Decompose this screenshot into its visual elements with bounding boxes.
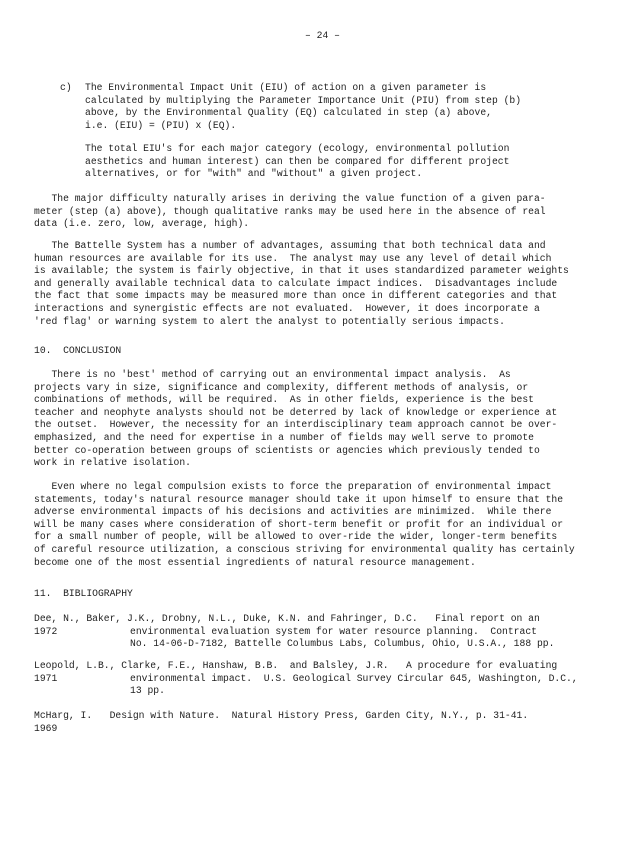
reference-continuation: No. 14-06-D-7182, Battelle Columbus Labs, Columbus, Ohio, U.S.A., 188 pp. [130,638,555,650]
bibliography-entry [34,613,554,651]
paragraph-conclusion [34,369,557,470]
reference-continuation: 13 pp. [130,685,165,697]
text-line: aesthetics and human interest) can then be compared for different project [85,155,510,167]
text-line: work in relative isolation. [34,457,191,469]
reference-authors-title: Leopold, L.B., Clarke, F.E., Hanshaw, B.B. and Balsley, J.R. A procedure for evaluating [34,660,558,671]
page-number: – 24 – [305,30,340,41]
text-line: teacher and neophyte analysts should not be deterred by lack of knowledge or experience at [34,406,558,418]
text-line: 'red flag' or warning system to alert the analyst to potentially serious impacts. [34,315,505,327]
bibliography-entry [34,710,529,734]
reference-continuation: environmental impact. U.S. Geological Survey Circular 645, Washington, D.C., [130,672,578,684]
text-line: i.e. (EIU) = (PIU) x (EQ). [85,119,237,131]
text-line: and generally available technical data to calculate impact indices. Disadvantages include [34,277,558,289]
bibliography-entry [34,660,578,698]
text-line: combinations of methods, will be required. As in other fields, experience is the best [34,394,534,406]
text-line: There is no 'best' method of carrying out an environmental impact analysis. As [34,369,511,380]
text-line: statements, today's natural resource manager should take it upon himself to ensure that the [34,493,564,505]
reference-year: 1971 [34,672,58,684]
text-line: of careful resource utilization, a conscious striving for environmental quality has certainly [34,543,575,555]
item-c-total-text [85,143,509,181]
text-line: the outset. However, the necessity for an interdisciplinary team approach cannot be over- [34,419,558,431]
text-line: human resources are available for its use. The analyst may use any level of detail which [34,252,552,264]
text-line: The Environmental Impact Unit (EIU) of action on a given parameter is [85,82,487,93]
paragraph-even-where [34,481,575,569]
text-line: adverse environmental impacts of his decisions and activities are minimized. While there [34,506,552,518]
reference-authors-title: McHarg, I. Design with Nature. Natural History Press, Garden City, N.Y., p. 31-41. [34,710,529,721]
text-line: The major difficulty naturally arises in deriving the value function of a given para- [34,193,546,204]
section-heading-bibliography: 11. BIBLIOGRAPHY [34,588,133,599]
text-line: better co-operation between groups of scientists or agencies which previously tended to [34,444,540,456]
text-line: for a small number of people, will be allowed to over-ride the wider, longer-term benefits [34,531,558,543]
section-heading-conclusion: 10. CONCLUSION [34,345,122,356]
text-line: meter (step (a) above), though qualitative ranks may be used here in the absence of real [34,205,546,217]
text-line: is available; the system is fairly objective, in that it uses standardized parameter weights [34,265,569,277]
text-line: above, by the Environmental Quality (EQ) calculated in step (a) above, [85,107,492,119]
text-line: interactions and synergistic effects are not evaluated. However, it does incorporate a [34,302,540,314]
reference-year: 1972 [34,625,58,637]
reference-continuation: environmental evaluation system for water resource planning. Contract [130,625,537,637]
text-line: Even where no legal compulsion exists to force the preparation of environmental impact [34,481,552,492]
text-line: The total EIU's for each major category (ecology, environmental pollution [85,143,510,154]
paragraph-battelle [34,240,569,328]
text-line: The Battelle System has a number of advantages, assuming that both technical data and [34,240,546,251]
text-line: projects vary in size, significance and complexity, different methods of analysis, or [34,381,529,393]
text-line: data (i.e. zero, low, average, high). [34,218,250,230]
item-c-text [85,82,521,132]
text-line: become one of the most essential ingredients of natural resource management. [34,556,476,568]
text-line: will be many cases where consideration of short-term benefit or profit for an individual or [34,518,564,530]
text-line: alternatives, or for "with" and "without" a given project. [85,168,423,180]
reference-authors-title: Dee, N., Baker, J.K., Drobny, N.L., Duke, K.N. and Fahringer, D.C. Final report on an [34,613,540,624]
reference-year: 1969 [34,722,58,734]
text-line: the fact that some impacts may be measured more than once in different categories and that [34,290,558,302]
text-line: emphasized, and the need for expertise in a number of fields may well serve to promote [34,431,534,443]
item-c-marker: c) [60,82,72,93]
paragraph-difficulty [34,193,546,231]
text-line: calculated by multiplying the Parameter Importance Unit (PIU) from step (b) [85,94,522,106]
